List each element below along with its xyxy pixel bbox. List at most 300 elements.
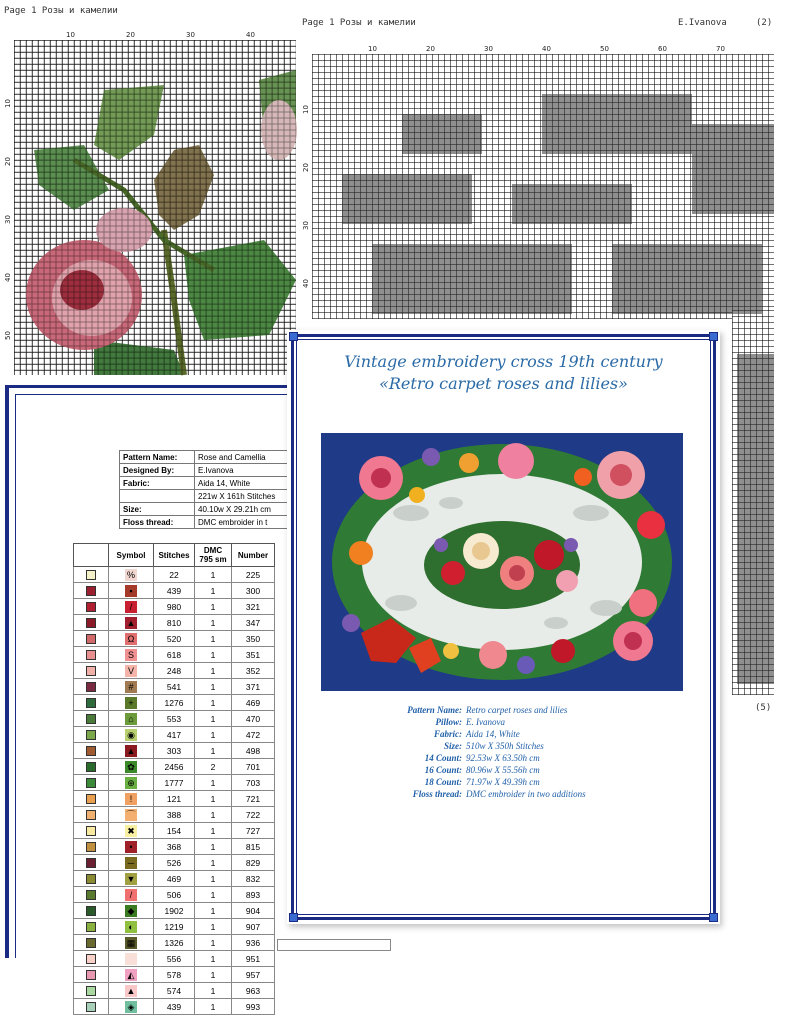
stitch-symbol: ◭ (125, 969, 137, 981)
symbol-cell (109, 679, 154, 695)
sheet1-x-tick: 30 (186, 31, 195, 39)
symbol-cell (109, 583, 154, 599)
stitch-symbol: ▦ (126, 937, 136, 948)
cover-detail-label: Pattern Name: (407, 705, 462, 715)
cover-detail-value: Aida 14, White (466, 729, 520, 739)
key-footer-note (277, 939, 391, 951)
cover-detail-value: 71.97w X 49.39h cm (466, 777, 540, 787)
floss-row (74, 615, 275, 631)
floss-row (74, 871, 275, 887)
info-row (120, 516, 292, 529)
color-swatch (86, 1002, 96, 1012)
stitches-cell: 541 (154, 679, 195, 695)
cover-detail-value: 80.96w X 55.56h cm (466, 765, 540, 775)
stitch-symbol: ⌂ (125, 713, 137, 725)
col-stitches: Stitches (154, 544, 195, 567)
floss-row (74, 759, 275, 775)
stitches-cell: 1902 (154, 903, 195, 919)
info-label: Floss thread: (120, 516, 195, 529)
dmc-number-cell: 936 (232, 935, 275, 951)
color-swatch (86, 714, 96, 724)
color-swatch (86, 954, 96, 964)
frame-corner-tl (289, 332, 298, 341)
dmc-number-cell: 727 (232, 823, 275, 839)
dmc-number-cell: 907 (232, 919, 275, 935)
color-swatch-cell (74, 583, 109, 599)
info-value: Aida 14, White (195, 477, 292, 490)
color-swatch (86, 922, 96, 932)
sheet2-y-tick: 20 (302, 163, 310, 172)
carpet-preview-image (321, 433, 683, 691)
color-swatch-cell (74, 871, 109, 887)
color-swatch-cell (74, 567, 109, 583)
color-swatch (86, 618, 96, 628)
stitches-cell: 1777 (154, 775, 195, 791)
color-swatch (86, 778, 96, 788)
skeins-cell: 1 (195, 967, 232, 983)
skeins-cell: 1 (195, 775, 232, 791)
cover-detail-row (327, 788, 687, 800)
color-swatch-cell (74, 743, 109, 759)
cover-title-line1: Vintage embroidery cross 19th century (344, 352, 663, 371)
stitches-cell: 1219 (154, 919, 195, 935)
skeins-cell: 1 (195, 903, 232, 919)
stitch-symbol: + (125, 697, 137, 709)
stitches-cell: 2456 (154, 759, 195, 775)
cover-detail-row (327, 752, 687, 764)
stitches-cell: 578 (154, 967, 195, 983)
floss-row (74, 839, 275, 855)
symbol-cell (109, 967, 154, 983)
skeins-cell: 1 (195, 807, 232, 823)
sheet1-y-tick: 20 (4, 157, 12, 166)
color-swatch-cell (74, 663, 109, 679)
symbol-cell (109, 759, 154, 775)
floss-row (74, 791, 275, 807)
color-swatch-cell (74, 887, 109, 903)
info-value: Rose and Camellia (195, 451, 292, 464)
stitch-symbol: ◐ (125, 921, 137, 933)
floss-row (74, 583, 275, 599)
color-swatch-cell (74, 695, 109, 711)
dmc-number-cell: 470 (232, 711, 275, 727)
symbol-cell (109, 855, 154, 871)
cover-detail-label: 16 Count: (424, 765, 462, 775)
color-swatch (86, 890, 96, 900)
chart-sheet-1 (0, 0, 300, 375)
floss-row (74, 599, 275, 615)
info-row (120, 490, 292, 503)
symbol-cell (109, 567, 154, 583)
stitch-symbol: ▼ (126, 873, 136, 884)
color-swatch-cell (74, 823, 109, 839)
color-swatch (86, 842, 96, 852)
cover-details (327, 704, 687, 800)
stitch-symbol: ⌒ (126, 809, 136, 820)
color-swatch (86, 666, 96, 676)
cover-detail-value: 510w X 350h Stitches (466, 741, 544, 751)
symbol-cell (109, 823, 154, 839)
skeins-cell: 2 (195, 759, 232, 775)
frame-corner-tr (709, 332, 718, 341)
color-swatch (86, 986, 96, 996)
stitches-cell: 248 (154, 663, 195, 679)
stitch-symbol: ▲ (126, 745, 136, 756)
color-swatch-cell (74, 919, 109, 935)
floss-row (74, 711, 275, 727)
cover-detail-label: Floss thread: (412, 789, 462, 799)
color-swatch-cell (74, 727, 109, 743)
color-swatch (86, 826, 96, 836)
info-label (120, 490, 195, 503)
stitch-symbol: ✿ (125, 761, 137, 773)
col-number: Number (232, 544, 275, 567)
cover-detail-row (327, 776, 687, 788)
stitch-symbol: ▲ (126, 985, 136, 996)
symbol-cell (109, 743, 154, 759)
skeins-cell: 1 (195, 631, 232, 647)
color-swatch-cell (74, 839, 109, 855)
info-value: 221w X 161h Stitches (195, 490, 292, 503)
stitches-cell: 368 (154, 839, 195, 855)
stitches-cell: 417 (154, 727, 195, 743)
info-value: 40.10w X 29.21h cm (195, 503, 292, 516)
sheet2-x-tick: 50 (600, 45, 609, 53)
stitch-symbol: ⊕ (125, 777, 137, 789)
dmc-number-cell: 832 (232, 871, 275, 887)
color-swatch-cell (74, 807, 109, 823)
stitches-cell: 553 (154, 711, 195, 727)
symbol-cell (109, 935, 154, 951)
color-swatch (86, 730, 96, 740)
stitch-symbol: % (126, 569, 135, 580)
stitches-cell: 980 (154, 599, 195, 615)
stitch-symbol: ◈ (125, 1001, 137, 1013)
floss-row (74, 663, 275, 679)
color-swatch-cell (74, 599, 109, 615)
info-row (120, 503, 292, 516)
floss-row (74, 807, 275, 823)
symbol-cell (109, 951, 154, 967)
stitches-cell: 439 (154, 999, 195, 1015)
floss-row (74, 727, 275, 743)
sheet1-y-tick: 10 (4, 99, 12, 108)
skeins-cell: 1 (195, 727, 232, 743)
symbol-cell (109, 807, 154, 823)
skeins-cell: 1 (195, 615, 232, 631)
stitch-symbol: / (125, 889, 137, 901)
skeins-cell: 1 (195, 823, 232, 839)
dmc-number-cell: 469 (232, 695, 275, 711)
sheet2-x-tick: 30 (484, 45, 493, 53)
sheet1-y-tick: 40 (4, 273, 12, 282)
stitch-symbol: / (125, 601, 137, 613)
symbol-cell (109, 663, 154, 679)
symbol-cell (109, 775, 154, 791)
floss-row (74, 855, 275, 871)
stitches-cell: 388 (154, 807, 195, 823)
symbol-cell (109, 999, 154, 1015)
color-swatch-cell (74, 903, 109, 919)
dmc-number-cell: 321 (232, 599, 275, 615)
skeins-cell: 1 (195, 999, 232, 1015)
skeins-cell: 1 (195, 887, 232, 903)
color-swatch (86, 698, 96, 708)
stitches-cell: 154 (154, 823, 195, 839)
cover-detail-label: Size: (444, 741, 462, 751)
sheet1-x-tick: 10 (66, 31, 75, 39)
frame-corner-bl (289, 913, 298, 922)
cover-detail-row (327, 764, 687, 776)
col-swatch (74, 544, 109, 567)
cover-detail-row (327, 728, 687, 740)
info-value: DMC embroider in t (195, 516, 292, 529)
dmc-number-cell: 904 (232, 903, 275, 919)
dmc-number-cell: 722 (232, 807, 275, 823)
floss-row (74, 631, 275, 647)
floss-row (74, 903, 275, 919)
skeins-cell: 1 (195, 919, 232, 935)
color-swatch-cell (74, 759, 109, 775)
skeins-cell: 1 (195, 679, 232, 695)
floss-row (74, 999, 275, 1015)
color-swatch (86, 858, 96, 868)
sheet2-y-tick: 10 (302, 105, 310, 114)
stitch-symbol: S (125, 649, 137, 661)
color-swatch (86, 682, 96, 692)
color-swatch (86, 970, 96, 980)
sheet2-y-tick: 40 (302, 279, 310, 288)
skeins-cell: 1 (195, 583, 232, 599)
sheet2-x-tick: 10 (368, 45, 377, 53)
stitches-cell: 520 (154, 631, 195, 647)
stitches-cell: 618 (154, 647, 195, 663)
color-swatch (86, 906, 96, 916)
color-swatch (86, 586, 96, 596)
symbol-cell (109, 711, 154, 727)
stitch-symbol: ! (125, 793, 137, 805)
color-swatch (86, 794, 96, 804)
sheet1-x-tick: 40 (246, 31, 255, 39)
sheet2-author: E.Ivanova (678, 18, 727, 28)
symbol-cell (109, 695, 154, 711)
col-dmc (195, 544, 232, 567)
stitch-symbol: ─ (125, 857, 137, 869)
skeins-cell: 1 (195, 663, 232, 679)
dmc-number-cell: 350 (232, 631, 275, 647)
info-label: Pattern Name: (120, 451, 195, 464)
dmc-number-cell: 721 (232, 791, 275, 807)
col-dmc-sub: 795 sm (199, 555, 227, 564)
color-swatch-cell (74, 935, 109, 951)
dmc-number-cell: 963 (232, 983, 275, 999)
sheet1-y-tick: 30 (4, 215, 12, 224)
skeins-cell: 1 (195, 695, 232, 711)
cover-detail-row (327, 704, 687, 716)
skeins-cell: 1 (195, 743, 232, 759)
color-swatch-cell (74, 711, 109, 727)
color-swatch-cell (74, 855, 109, 871)
dmc-number-cell: 352 (232, 663, 275, 679)
color-swatch (86, 938, 96, 948)
dmc-number-cell: 351 (232, 647, 275, 663)
cover-detail-value: DMC embroider in two additions (466, 789, 586, 799)
stitches-cell: 121 (154, 791, 195, 807)
floss-row (74, 919, 275, 935)
color-swatch (86, 874, 96, 884)
dmc-number-cell: 225 (232, 567, 275, 583)
color-swatch-cell (74, 679, 109, 695)
symbol-cell (109, 871, 154, 887)
info-label: Designed By: (120, 464, 195, 477)
color-swatch-cell (74, 999, 109, 1015)
symbol-cell (109, 647, 154, 663)
stitches-cell: 574 (154, 983, 195, 999)
color-swatch (86, 746, 96, 756)
info-row (120, 477, 292, 490)
floss-row (74, 967, 275, 983)
col-dmc-label: DMC (203, 546, 223, 555)
sheet2-x-tick: 40 (542, 45, 551, 53)
color-swatch-cell (74, 983, 109, 999)
stitch-symbol: ▲ (126, 617, 136, 628)
color-swatch (86, 810, 96, 820)
dmc-number-cell: 371 (232, 679, 275, 695)
floss-row (74, 695, 275, 711)
stitches-cell: 810 (154, 615, 195, 631)
sheet2-x-tick: 20 (426, 45, 435, 53)
info-label: Size: (120, 503, 195, 516)
dmc-number-cell: 951 (232, 951, 275, 967)
floss-key-table (73, 543, 275, 1015)
floss-row (74, 951, 275, 967)
stitch-symbol: • (125, 841, 137, 853)
cover-detail-value: 92.53w X 63.50h cm (466, 753, 540, 763)
stitch-symbol: ◆ (125, 905, 137, 917)
skeins-cell: 1 (195, 951, 232, 967)
color-swatch-cell (74, 951, 109, 967)
stitches-cell: 506 (154, 887, 195, 903)
stitches-cell: 439 (154, 583, 195, 599)
col-symbol: Symbol (109, 544, 154, 567)
cover-detail-label: 14 Count: (424, 753, 462, 763)
color-swatch (86, 762, 96, 772)
skeins-cell: 1 (195, 871, 232, 887)
skeins-cell: 1 (195, 647, 232, 663)
dmc-number-cell: 472 (232, 727, 275, 743)
dmc-number-cell: 815 (232, 839, 275, 855)
stitch-symbol: ▪ (125, 585, 137, 597)
sheet2-page: (2) (756, 18, 773, 28)
color-swatch (86, 602, 96, 612)
stitch-symbol (125, 953, 137, 965)
sheet2-x-tick: 60 (658, 45, 667, 53)
cover-detail-row (327, 716, 687, 728)
color-swatch-cell (74, 775, 109, 791)
floss-row (74, 823, 275, 839)
sheet1-x-tick: 20 (126, 31, 135, 39)
skeins-cell: 1 (195, 839, 232, 855)
symbol-cell (109, 839, 154, 855)
skeins-cell: 1 (195, 855, 232, 871)
color-swatch-cell (74, 791, 109, 807)
sheet2-x-tick: 70 (716, 45, 725, 53)
floss-row (74, 887, 275, 903)
stitches-cell: 1276 (154, 695, 195, 711)
symbol-cell (109, 599, 154, 615)
cover-detail-value: Retro carpet roses and lilies (466, 705, 568, 715)
info-value: E.Ivanova (195, 464, 292, 477)
stitches-cell: 303 (154, 743, 195, 759)
dmc-number-cell: 300 (232, 583, 275, 599)
symbol-cell (109, 887, 154, 903)
cover-detail-label: 18 Count: (424, 777, 462, 787)
sheet1-header: Page 1 Розы и камелии (4, 6, 118, 16)
skeins-cell: 1 (195, 599, 232, 615)
symbol-cell (109, 903, 154, 919)
pattern-info-table (119, 450, 292, 529)
stitch-symbol: # (125, 681, 137, 693)
color-swatch-cell (74, 967, 109, 983)
color-swatch-cell (74, 631, 109, 647)
cover-sheet (287, 330, 720, 924)
floss-row (74, 743, 275, 759)
floss-row (74, 679, 275, 695)
color-swatch-cell (74, 647, 109, 663)
dmc-number-cell: 993 (232, 999, 275, 1015)
skeins-cell: 1 (195, 935, 232, 951)
stitch-symbol: ✖ (125, 825, 137, 837)
sheet1-floral-motif (14, 40, 296, 375)
symbol-cell (109, 615, 154, 631)
dmc-number-cell: 893 (232, 887, 275, 903)
cover-detail-value: E. Ivanova (466, 717, 505, 727)
cover-detail-label: Pillow: (435, 717, 462, 727)
symbol-cell (109, 791, 154, 807)
info-row (120, 464, 292, 477)
sheet2-page-marker: (5) (755, 703, 772, 713)
skeins-cell: 1 (195, 983, 232, 999)
info-row (120, 451, 292, 464)
stitches-cell: 469 (154, 871, 195, 887)
cover-title-line2: «Retro carpet roses and lilies» (379, 374, 628, 393)
symbol-cell (109, 631, 154, 647)
stitch-symbol: ◉ (125, 729, 137, 741)
dmc-number-cell: 701 (232, 759, 275, 775)
cover-detail-label: Fabric: (434, 729, 462, 739)
color-swatch-cell (74, 615, 109, 631)
dmc-number-cell: 703 (232, 775, 275, 791)
symbol-cell (109, 919, 154, 935)
stitches-cell: 556 (154, 951, 195, 967)
stitches-cell: 22 (154, 567, 195, 583)
sheet2-header: Page 1 Розы и камелии (302, 18, 416, 28)
floss-row (74, 647, 275, 663)
color-swatch (86, 650, 96, 660)
color-swatch (86, 570, 96, 580)
floss-row (74, 935, 275, 951)
dmc-number-cell: 498 (232, 743, 275, 759)
sheet1-y-tick: 50 (4, 331, 12, 340)
floss-row (74, 983, 275, 999)
dmc-number-cell: 957 (232, 967, 275, 983)
dmc-number-cell: 829 (232, 855, 275, 871)
skeins-cell: 1 (195, 791, 232, 807)
color-swatch (86, 634, 96, 644)
cover-detail-row (327, 740, 687, 752)
stitches-cell: 1326 (154, 935, 195, 951)
stitch-symbol: V (125, 665, 137, 677)
